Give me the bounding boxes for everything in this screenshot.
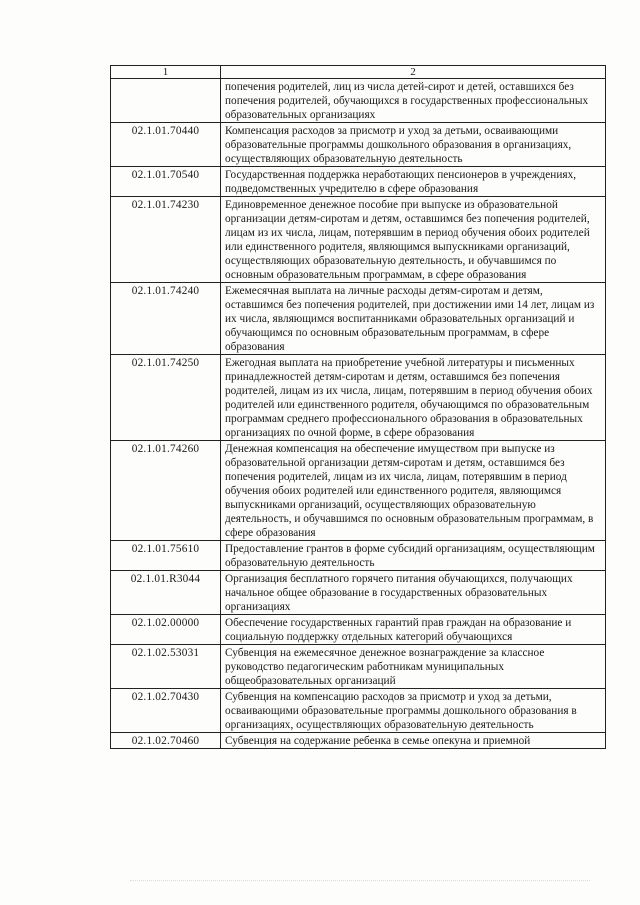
row-code: 02.1.01.74230 — [111, 197, 221, 283]
row-code: 02.1.01.70540 — [111, 167, 221, 197]
row-code: 02.1.01.70440 — [111, 123, 221, 167]
table-row — [111, 733, 606, 749]
table-header-row — [111, 66, 606, 79]
table-row — [111, 355, 606, 441]
table-row — [111, 689, 606, 733]
row-code: 02.1.01.R3044 — [111, 571, 221, 615]
table-row — [111, 123, 606, 167]
row-description: Субвенция на компенсацию расходов за присмотр и уход за детьми, осваивающими образовательные программы дошкольного образования в организациях, осуществляющих образовательную деятельность — [221, 689, 606, 733]
row-code: 02.1.02.53031 — [111, 645, 221, 689]
table-row — [111, 197, 606, 283]
table-row — [111, 571, 606, 615]
row-description: Предоставление грантов в форме субсидий организациям, осуществляющим образовательную деятельность — [221, 541, 606, 571]
row-code — [111, 79, 221, 123]
table-row — [111, 167, 606, 197]
column-header-2: 2 — [221, 66, 606, 79]
row-description: Субвенция на содержание ребенка в семье опекуна и приемной — [221, 733, 606, 749]
row-description: Компенсация расходов за присмотр и уход за детьми, осваивающими образовательные программы дошкольного образования в организациях, осуществляющих образовательную деятельность — [221, 123, 606, 167]
scan-artifact-divider — [130, 880, 590, 887]
row-description: Денежная компенсация на обеспечение имуществом при выпуске из образовательной организации детям-сиротам и детям, оставшимся без попечения родителей, лицам из их числа, лицам, потерявшим в период обучения обоих родителей или единственного родителя, являющимся выпускниками организаций, осуществляющих образовательную деятельность, и обучавшимся по основным образовательным программам, в сфере образования — [221, 441, 606, 541]
row-description: попечения родителей, лиц из числа детей-сирот и детей, оставшихся без попечения родителей, обучающихся в государственных профессиональных образовательных организациях — [221, 79, 606, 123]
table-row — [111, 645, 606, 689]
row-description: Субвенция на ежемесячное денежное вознаграждение за классное руководство педагогическим работникам муниципальных общеобразовательных организаций — [221, 645, 606, 689]
table-row — [111, 283, 606, 355]
row-description: Ежемесячная выплата на личные расходы детям-сиротам и детям, оставшимся без попечения родителей, при достижении ими 14 лет, лицам из их числа, являющимся воспитанниками образовательных организаций и обучающимся по основным образовательным программам, в сфере образования — [221, 283, 606, 355]
row-description: Единовременное денежное пособие при выпуске из образовательной организации детям-сиротам и детям, оставшимся без попечения родителей, лицам из их числа, лицам, потерявшим в период обучения обоих родителей или единственного родителя, являющимся выпускниками организаций, осуществляющих образовательную деятельность, и обучавшимся по основным образовательным программам, в сфере образования — [221, 197, 606, 283]
table-row — [111, 79, 606, 123]
row-code: 02.1.01.74260 — [111, 441, 221, 541]
row-description: Государственная поддержка неработающих пенсионеров в учреждениях, подведомственных учредителю в сфере образования — [221, 167, 606, 197]
column-header-1: 1 — [111, 66, 221, 79]
row-code: 02.1.02.70460 — [111, 733, 221, 749]
row-description: Организация бесплатного горячего питания обучающихся, получающих начальное общее образование в государственных образовательных организациях — [221, 571, 606, 615]
budget-classification-table — [110, 65, 606, 749]
row-code: 02.1.01.75610 — [111, 541, 221, 571]
row-code: 02.1.01.74240 — [111, 283, 221, 355]
row-code: 02.1.02.00000 — [111, 615, 221, 645]
table-row — [111, 615, 606, 645]
row-description: Ежегодная выплата на приобретение учебной литературы и письменных принадлежностей детям-сиротам и детям, оставшимся без попечения родителей, лицам из их числа, лицам, потерявшим в период обучения обоих родителей или единственного родителя, обучающимся по образовательным программам среднего профессионального образования в образовательных организациях по очной форме, в сфере образования — [221, 355, 606, 441]
table-row — [111, 541, 606, 571]
table-row — [111, 441, 606, 541]
row-description: Обеспечение государственных гарантий прав граждан на образование и социальную поддержку отдельных категорий обучающихся — [221, 615, 606, 645]
row-code: 02.1.01.74250 — [111, 355, 221, 441]
row-code: 02.1.02.70430 — [111, 689, 221, 733]
